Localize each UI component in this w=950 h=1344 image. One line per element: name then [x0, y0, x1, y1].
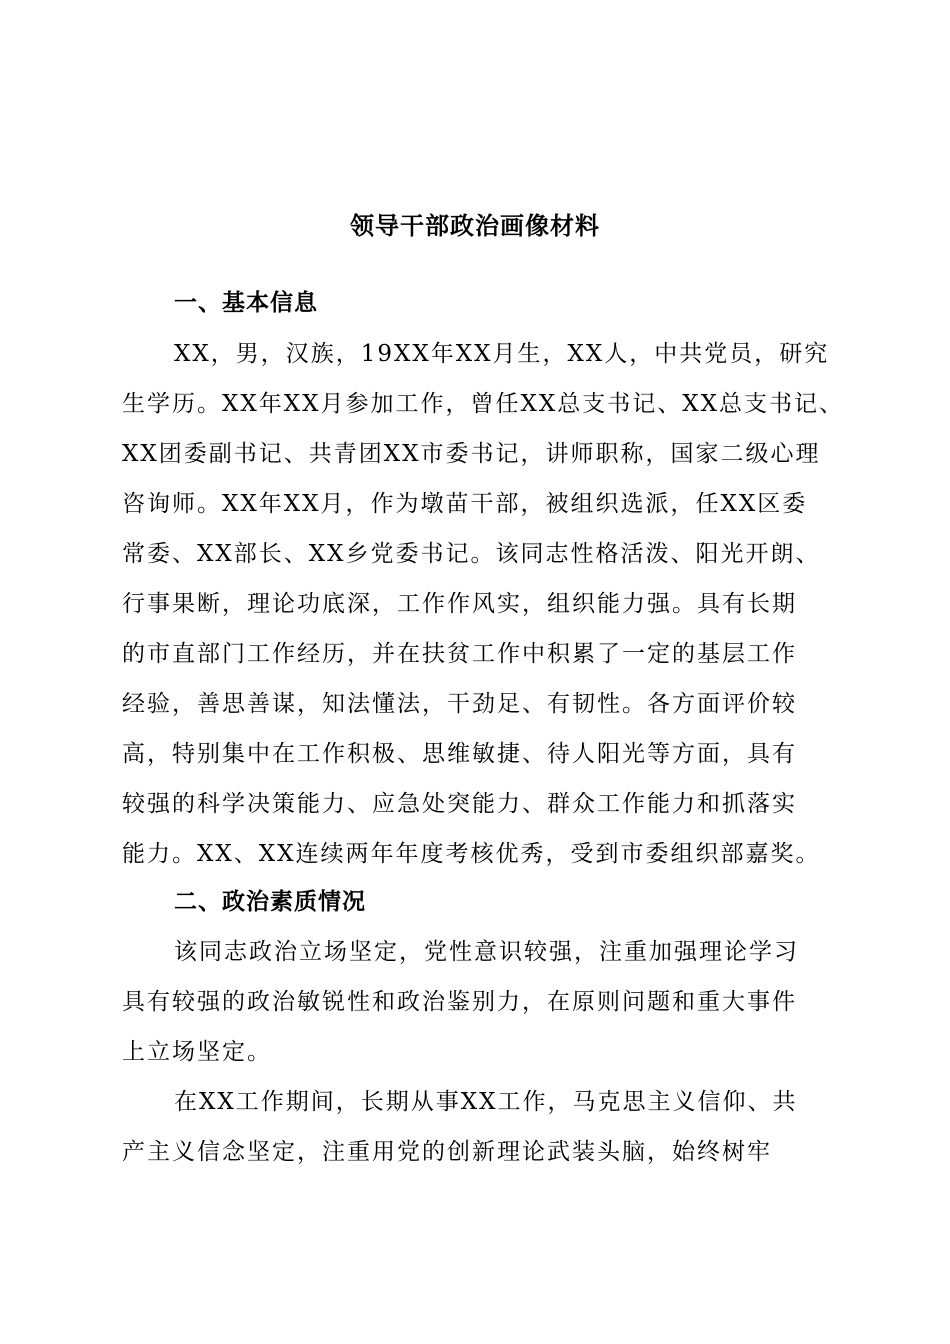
paragraph-line: 生学历。XX年XX月参加工作，曾任XX总支书记、XX总支书记、: [122, 391, 844, 417]
section-heading-political-quality: 二、政治素质情况: [174, 889, 366, 915]
paragraph-line: 的市直部门工作经历，并在扶贫工作中积累了一定的基层工作: [122, 641, 797, 667]
paragraph-line: 能力。XX、XX连续两年年度考核优秀，受到市委组织部嘉奖。: [122, 841, 821, 867]
paragraph-line: XX团委副书记、共青团XX市委书记，讲师职称，国家二级心理: [122, 441, 821, 467]
paragraph-line: 咨询师。XX年XX月，作为墩苗干部，被组织选派，任XX区委: [122, 491, 808, 517]
section-heading-basic-info: 一、基本信息: [174, 290, 318, 316]
paragraph-line: 常委、XX部长、XX乡党委书记。该同志性格活泼、阳光开朗、: [122, 541, 821, 567]
paragraph-line: 该同志政治立场坚定，党性意识较强，注重加强理论学习: [174, 939, 799, 965]
paragraph-line: 上立场坚定。: [122, 1039, 272, 1065]
paragraph-line: 在XX工作期间，长期从事XX工作，马克思主义信仰、共: [174, 1089, 798, 1115]
paragraph-line: 高，特别集中在工作积极、思维敏捷、待人阳光等方面，具有: [122, 741, 797, 767]
paragraph-line: XX，男，汉族，19XX年XX月生，XX人，中共党员，研究: [174, 341, 830, 367]
paragraph-line: 产主义信念坚定，注重用党的创新理论武装头脑，始终树牢: [122, 1139, 772, 1165]
paragraph-line: 经验，善思善谋，知法懂法，干劲足、有韧性。各方面评价较: [122, 691, 797, 717]
paragraph-line: 行事果断，理论功底深，工作作风实，组织能力强。具有长期: [122, 591, 797, 617]
document-title: 领导干部政治画像材料: [350, 212, 600, 240]
paragraph-line: 具有较强的政治敏锐性和政治鉴别力，在原则问题和重大事件: [122, 989, 797, 1015]
paragraph-line: 较强的科学决策能力、应急处突能力、群众工作能力和抓落实: [122, 791, 797, 817]
